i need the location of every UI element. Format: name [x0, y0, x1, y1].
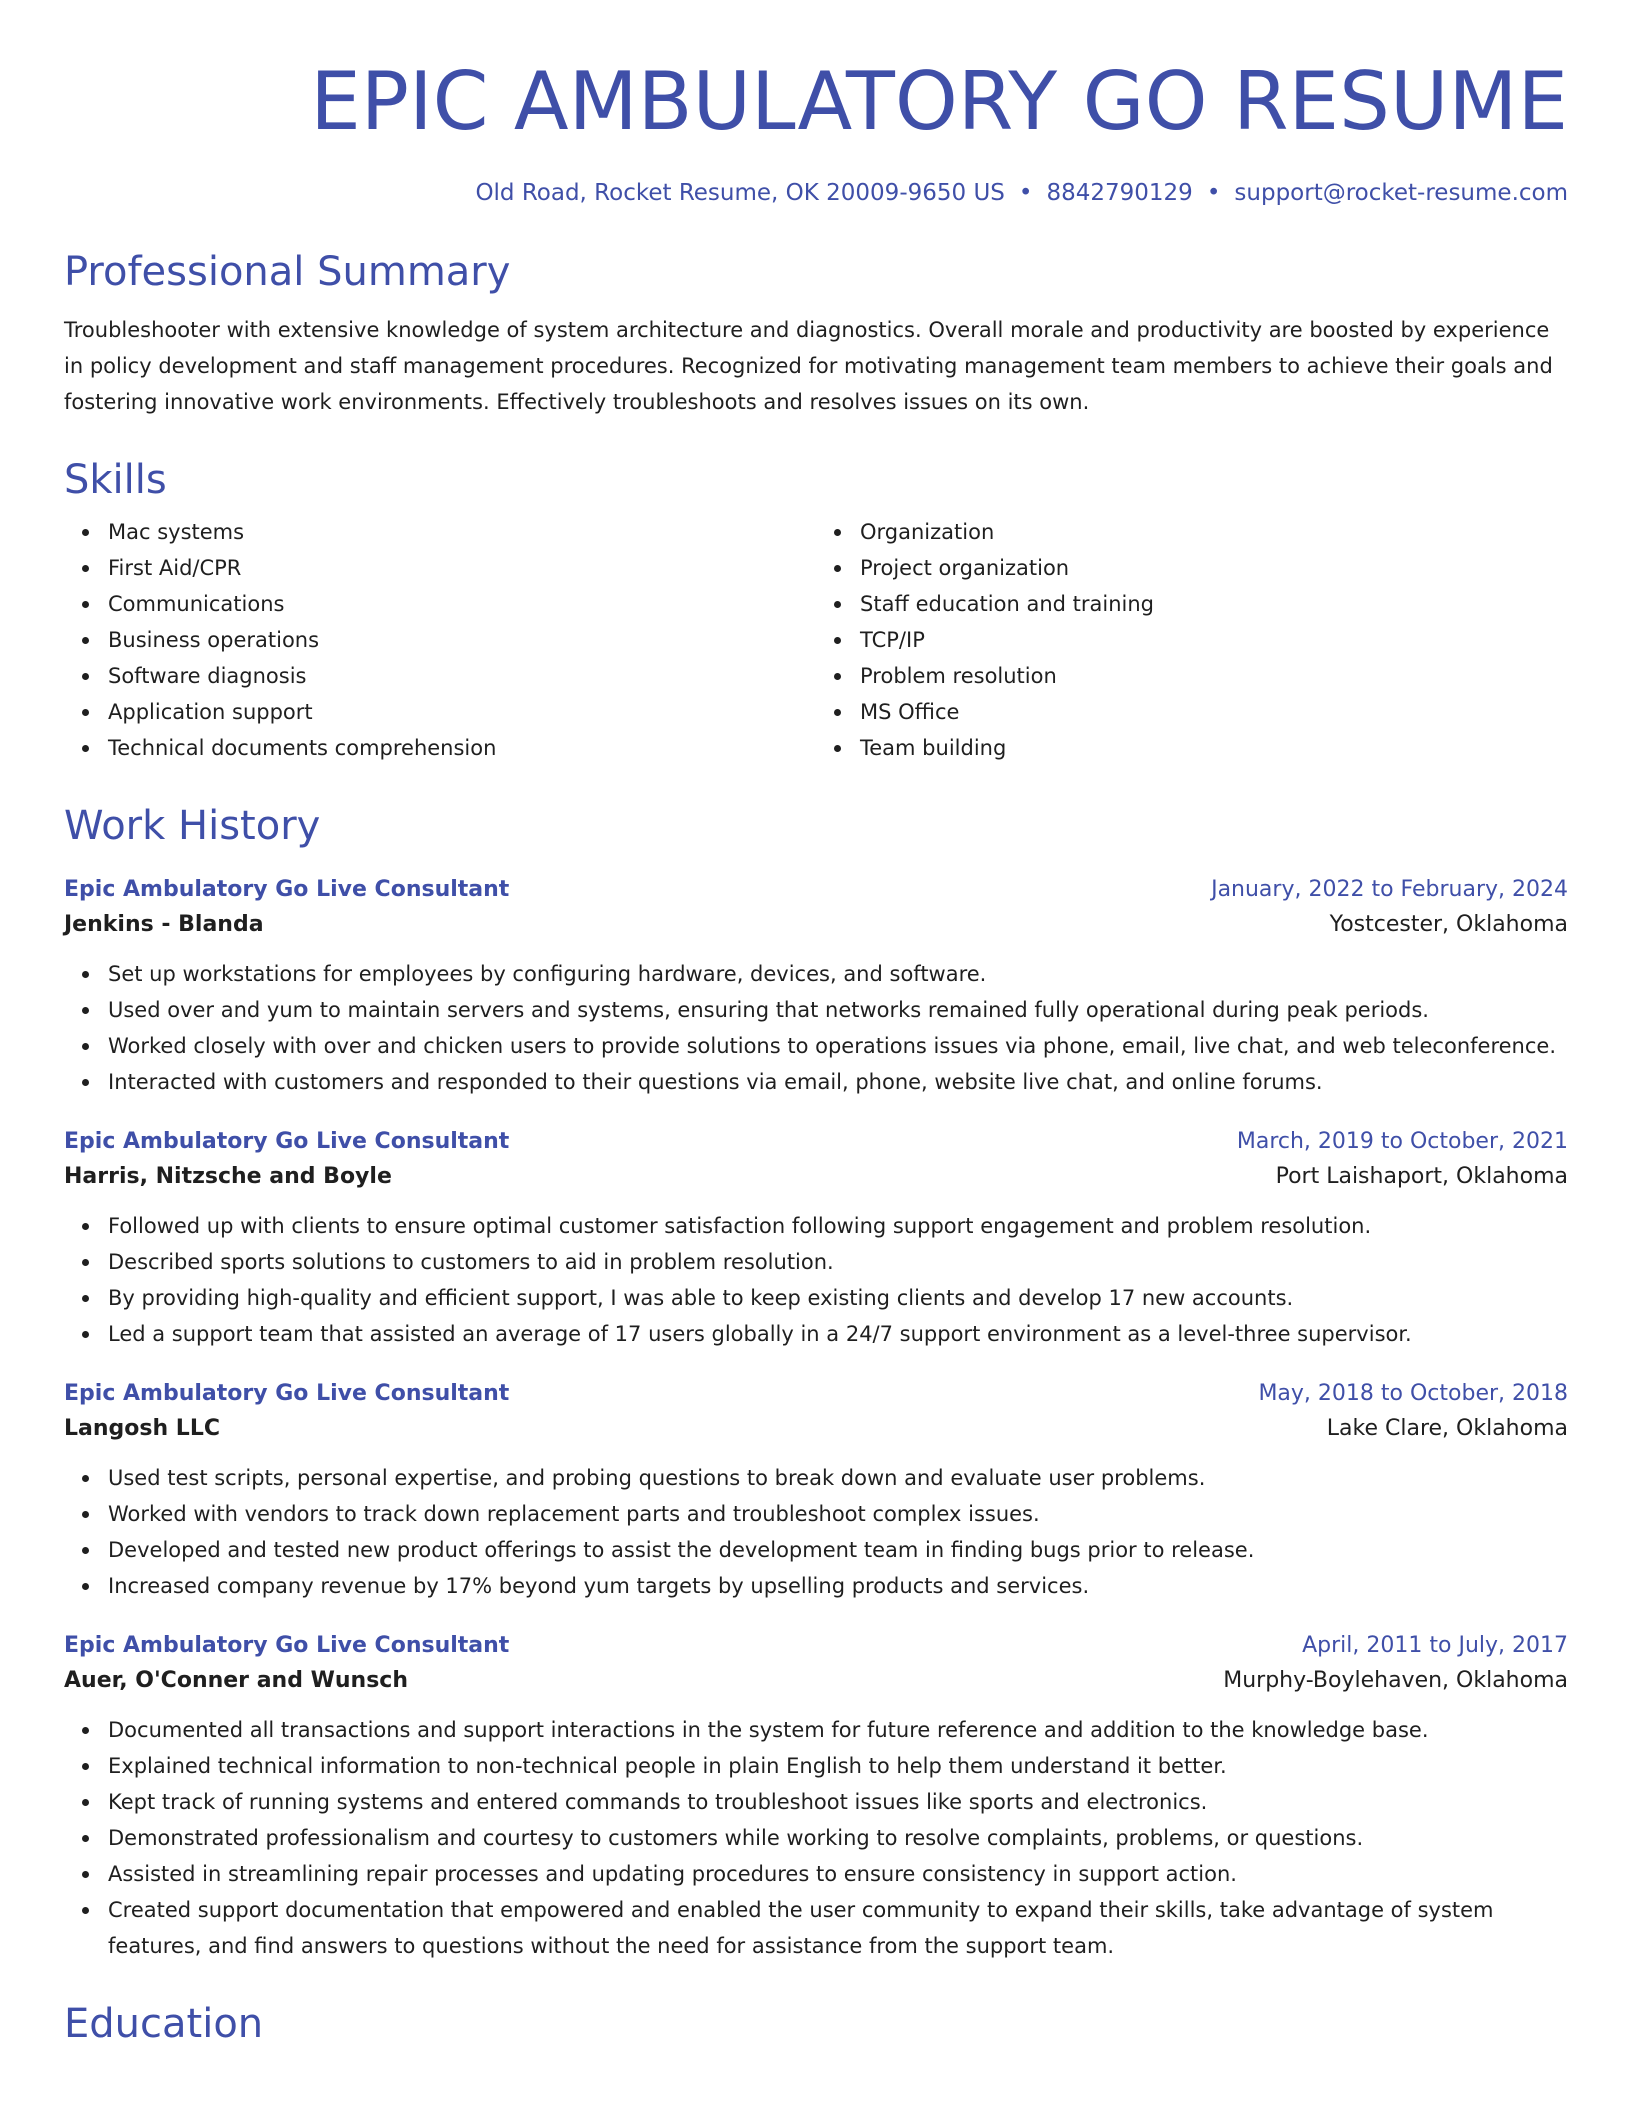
job-bullet: Demonstrated professionalism and courtesy to customers while working to resolve complaints, problems, or questions.	[108, 1820, 1568, 1856]
job-dates: January, 2022 to February, 2024	[1211, 877, 1568, 902]
job-title-row	[64, 874, 1568, 906]
skill-item: Communications	[108, 586, 816, 622]
phone-text: 8842790129	[1046, 180, 1193, 206]
section-heading-summary: Professional Summary	[64, 249, 511, 295]
skills-section	[64, 456, 1568, 766]
summary-paragraph: Troubleshooter with extensive knowledge of system architecture and diagnostics. Overall morale and productivity are boosted by experience in policy development and staff management procedures. Recognized for motivating management team members to achieve their goals and fostering innovative work environments. Effectively troubleshoots and resolves issues on its own.	[64, 318, 1553, 414]
job-bullet: Worked closely with over and chicken users to provide solutions to operations issues via phone, email, live chat, and web teleconference.	[108, 1028, 1568, 1064]
skills-list-left	[64, 514, 816, 766]
job-location: Lake Clare, Oklahoma	[1326, 1416, 1568, 1441]
job-bullet: Described sports solutions to customers to aid in problem resolution.	[108, 1244, 1568, 1280]
skill-item: TCP/IP	[860, 622, 1568, 658]
job-bullet: Worked with vendors to track down replacement parts and troubleshoot complex issues.	[108, 1496, 1568, 1532]
skill-item: Problem resolution	[860, 658, 1568, 694]
job-bullet: Assisted in streamlining repair processes and updating procedures to ensure consistency in support action.	[108, 1856, 1568, 1892]
job-location: Murphy-Boylehaven, Oklahoma	[1223, 1668, 1568, 1693]
skill-item: First Aid/CPR	[108, 550, 816, 586]
skill-item: Organization	[860, 514, 1568, 550]
skills-columns	[64, 514, 1568, 766]
job-company: Langosh LLC	[64, 1416, 220, 1441]
separator-dot: •	[1018, 180, 1033, 206]
job-bullet: Used test scripts, personal expertise, and probing questions to break down and evaluate user problems.	[108, 1460, 1568, 1496]
job-bullet: Used over and yum to maintain servers and systems, ensuring that networks remained fully operational during peak periods.	[108, 992, 1568, 1028]
job-title-row	[64, 1630, 1568, 1662]
email-text: support@rocket-resume.com	[1234, 180, 1568, 206]
job-bullet: Followed up with clients to ensure optimal customer satisfaction following support engagement and problem resolution.	[108, 1208, 1568, 1244]
section-heading-skills: Skills	[64, 457, 167, 503]
job-bullets	[64, 1712, 1568, 1964]
job-entry	[64, 1378, 1568, 1604]
job-company-row	[64, 1410, 1568, 1448]
job-entry	[64, 1126, 1568, 1352]
professional-summary-section	[64, 248, 1568, 420]
job-location: Port Laishaport, Oklahoma	[1275, 1164, 1568, 1189]
job-bullet: By providing high-quality and efficient support, I was able to keep existing clients and develop 17 new accounts.	[108, 1280, 1568, 1316]
job-bullets	[64, 1460, 1568, 1604]
skill-item: Business operations	[108, 622, 816, 658]
job-company: Auer, O'Conner and Wunsch	[64, 1668, 408, 1693]
job-bullet: Documented all transactions and support interactions in the system for future reference and addition to the knowledge base.	[108, 1712, 1568, 1748]
skill-item: Software diagnosis	[108, 658, 816, 694]
section-heading-education: Education	[64, 2001, 264, 2047]
skill-item: MS Office	[860, 694, 1568, 730]
skill-item: Project organization	[860, 550, 1568, 586]
job-entry	[64, 1630, 1568, 1964]
job-title-row	[64, 1126, 1568, 1158]
job-bullet: Increased company revenue by 17% beyond yum targets by upselling products and services.	[108, 1568, 1568, 1604]
skill-item: Team building	[860, 730, 1568, 766]
job-title: Epic Ambulatory Go Live Consultant	[64, 1129, 510, 1154]
skill-item: Application support	[108, 694, 816, 730]
job-title: Epic Ambulatory Go Live Consultant	[64, 1381, 510, 1406]
job-entry	[64, 874, 1568, 1100]
job-company-row	[64, 1662, 1568, 1700]
contact-line	[64, 178, 1568, 208]
job-bullets	[64, 1208, 1568, 1352]
skill-item: Mac systems	[108, 514, 816, 550]
job-title-row	[64, 1378, 1568, 1410]
education-section	[64, 2000, 1568, 2048]
job-bullets	[64, 956, 1568, 1100]
address-text: Old Road, Rocket Resume, OK 20009-9650 US	[475, 180, 1005, 206]
job-bullet: Explained technical information to non-technical people in plain English to help them understand it better.	[108, 1748, 1568, 1784]
job-dates: May, 2018 to October, 2018	[1258, 1381, 1568, 1406]
job-bullet: Developed and tested new product offerings to assist the development team in finding bugs prior to release.	[108, 1532, 1568, 1568]
job-title: Epic Ambulatory Go Live Consultant	[64, 877, 510, 902]
job-location: Yostcester, Oklahoma	[1329, 912, 1568, 937]
work-history-section	[64, 802, 1568, 1964]
separator-dot: •	[1206, 180, 1221, 206]
resume-header	[64, 0, 1568, 208]
job-bullet: Interacted with customers and responded to their questions via email, phone, website live chat, and online forums.	[108, 1064, 1568, 1100]
job-company-row	[64, 1158, 1568, 1196]
job-company-row	[64, 906, 1568, 944]
job-dates: April, 2011 to July, 2017	[1302, 1633, 1568, 1658]
job-company: Jenkins - Blanda	[64, 912, 264, 937]
skill-item: Staff education and training	[860, 586, 1568, 622]
skill-item: Technical documents comprehension	[108, 730, 816, 766]
skills-list-right	[816, 514, 1568, 766]
job-bullet: Kept track of running systems and entered commands to troubleshoot issues like sports and electronics.	[108, 1784, 1568, 1820]
job-bullet: Led a support team that assisted an average of 17 users globally in a 24/7 support environment as a level-three supervisor.	[108, 1316, 1568, 1352]
job-bullet: Set up workstations for employees by configuring hardware, devices, and software.	[108, 956, 1568, 992]
job-title: Epic Ambulatory Go Live Consultant	[64, 1633, 510, 1658]
job-dates: March, 2019 to October, 2021	[1236, 1129, 1568, 1154]
resume-title: EPIC AMBULATORY GO RESUME	[310, 55, 1568, 148]
job-company: Harris, Nitzsche and Boyle	[64, 1164, 392, 1189]
section-heading-work-history: Work History	[64, 803, 321, 849]
job-bullet: Created support documentation that empowered and enabled the user community to expand their skills, take advantage of system features, and find answers to questions without the need for assistance from the support team.	[108, 1892, 1568, 1964]
